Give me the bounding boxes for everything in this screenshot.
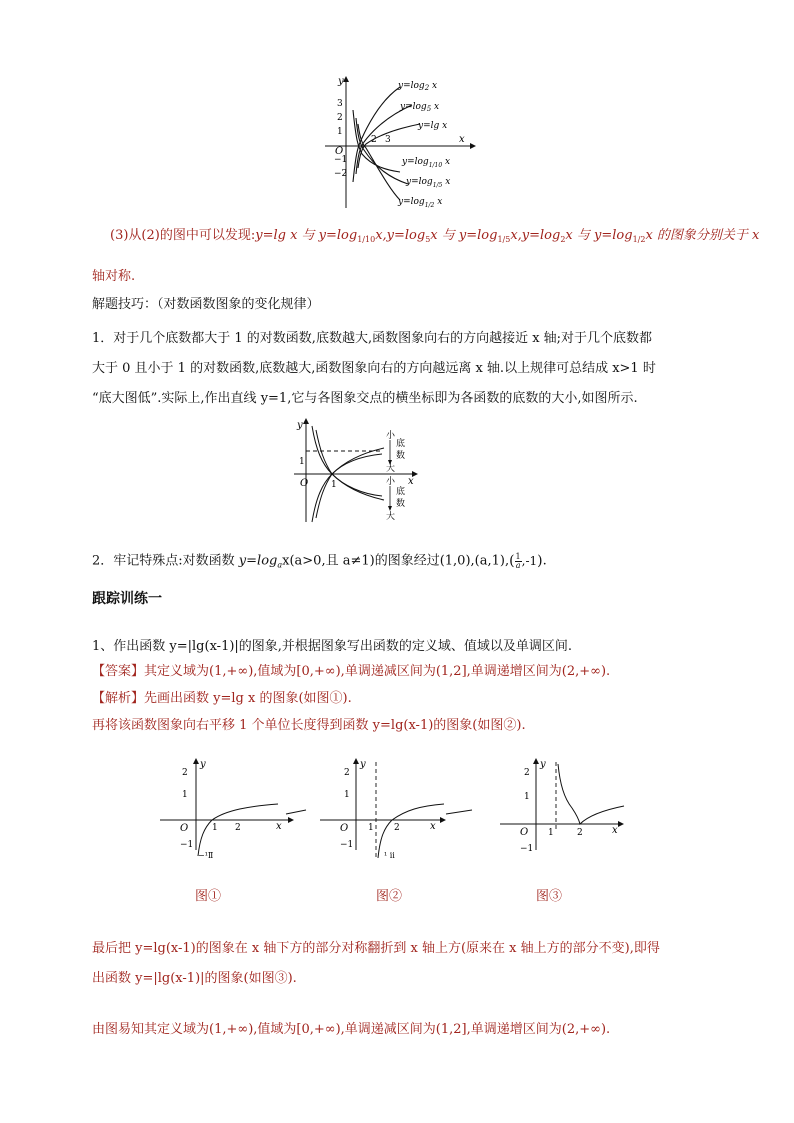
fig1-curve-label-log5: $y=\log_5$ x [400, 102, 440, 113]
graph2-neg1: −1 [340, 840, 354, 850]
q1-shift-line: 再将该函数图象向右平移 1 个单位长度得到函数 y=lg(x-1)的图象(如图②). [92, 718, 526, 733]
point2-frac-num: 1 [515, 551, 521, 561]
caption-graph-1: 图① [195, 889, 222, 904]
graph1-two-y: 2 [182, 768, 188, 778]
fig2-x-axis-label: x [408, 476, 414, 487]
graph3-two-y: 2 [524, 768, 530, 778]
para3-sub-2: 5 [425, 235, 431, 244]
point2-prefix: 2．牢记特殊点:对数函数 [92, 553, 239, 569]
para3-formula-1: y=lg x 与 y=log [255, 228, 358, 243]
graph2-x-label: x [430, 821, 436, 832]
fig2-x-one-label: 1 [331, 480, 337, 490]
point2-line: 2．牢记特殊点:对数函数 $y=\log_ax(a>0$,且 a≠1)的图象经过(1,0),(a,1),( $\frac{1}{a}$ ,-1). [92, 551, 547, 570]
fig2-origin-label: O [300, 478, 309, 489]
fig2-y-one-label: 1 [299, 457, 305, 467]
fig1-tick-y-neg1: −1 [334, 155, 348, 165]
para3-formula-3: x 与 y=log [430, 228, 498, 243]
fig1-tick-y-2: 2 [337, 113, 343, 123]
answer-tag: 【答案】 [92, 664, 145, 679]
graph3-neg1: −1 [520, 844, 534, 854]
answer-text: 其定义域为(1,+∞),值域为[0,+∞),单调递减区间为(1,2],单调递增区间为(2,+∞). [144, 664, 611, 679]
section-title: 跟踪训练一 [92, 591, 162, 607]
para3-intro: (3)从(2)的图中可以发现: [110, 228, 256, 243]
graph1-one-y: 1 [182, 790, 188, 800]
fig2-lower-shu: 数 [396, 499, 406, 509]
fig1-tick-x-3: 3 [385, 135, 391, 145]
graph3-one-y: 1 [524, 792, 530, 802]
graph1-y-label: y [200, 759, 206, 770]
final-line1: 最后把 y=lg(x-1)的图象在 x 轴下方的部分对称翻折到 x 轴上方(原来在 x 轴上方的部分不变),即得 [92, 941, 660, 956]
graph1-x-label: x [276, 821, 282, 832]
final-line2: 出函数 y=|lg(x-1)|的图象(如图③). [92, 971, 297, 986]
caption-graph-2: 图② [376, 889, 403, 904]
fig2-lower-small: 小 [386, 477, 396, 487]
tips-title: 解题技巧：（对数函数图象的变化规律） [92, 297, 320, 312]
graph2-origin: O [340, 823, 349, 834]
fig1-tick-y-3: 3 [337, 99, 343, 109]
graph1-neg1: −1 [180, 840, 194, 850]
graph3-two-x: 2 [577, 828, 583, 838]
para3-line2: 轴对称. [92, 269, 136, 284]
graph-3 [500, 758, 640, 868]
graph2-y-label: y [360, 759, 366, 770]
figure-log-curves [320, 72, 480, 212]
graph3-origin: O [520, 827, 529, 838]
graph2-two-x: 2 [394, 823, 400, 833]
graph-1 [160, 758, 310, 868]
graph1-one-x: 1 [212, 823, 218, 833]
analysis-tag: 【解析】 [92, 691, 145, 706]
tips-p1-line2: 大于 0 且小于 1 的对数函数,底数越大,函数图象向右的方向越远离 x 轴.以上规律可总结成 x>1 时 [92, 361, 656, 376]
graph1-artifact: −¹Ⅱ [198, 851, 214, 860]
analysis-text: 先画出函数 y=lg x 的图象(如图①). [144, 691, 352, 706]
q1-analysis-line [92, 690, 352, 708]
graph1-two-x: 2 [235, 823, 241, 833]
fig2-lower-di: 底 [396, 487, 406, 497]
graph2-one-y: 1 [344, 790, 350, 800]
fig2-lower-big: 大 [386, 512, 396, 522]
fig2-upper-di: 底 [396, 439, 406, 449]
conclusion: 由图易知其定义域为(1,+∞),值域为[0,+∞),单调递减区间为(1,2],单调递增区间为(2,+∞). [92, 1022, 611, 1037]
fig2-upper-small: 小 [386, 431, 396, 441]
fig1-origin-label: O [335, 146, 344, 157]
graph3-one-x: 1 [548, 828, 554, 838]
graph3-x-label: x [612, 825, 618, 836]
q1-question: 1、作出函数 y=|lg(x-1)|的图象,并根据图象写出函数的定义域、值域以及单调区间. [92, 639, 573, 654]
fig1-curve-label-log2: $y=\log_2$ x [398, 81, 438, 92]
para3-line1 [110, 227, 759, 249]
fig1-curve-label-lg: y=lg x [418, 121, 448, 131]
tips-p1-line3: “底大图低”.实际上,作出直线 y=1,它与各图象交点的横坐标即为各函数的底数的大小,如图所示. [92, 391, 638, 406]
point2-rest: x(a>0,且 a≠1)的图象经过(1,0),(a,1), [282, 553, 510, 569]
para3-formula-2: x,y=log [375, 228, 426, 243]
para3-formula-6: x 的图象分别关于 x [645, 228, 760, 243]
fig1-tick-y-neg2: −2 [334, 169, 348, 179]
fig1-tick-x-2: 2 [371, 135, 377, 145]
fig2-y-axis-label: y [297, 420, 303, 431]
para3-sub-1: 1/10 [357, 235, 376, 244]
graph2-one-x: 1 [368, 823, 374, 833]
graph1-origin: O [180, 823, 189, 834]
graph2-two-y: 2 [344, 768, 350, 778]
point2-base: a [277, 560, 283, 570]
fig1-x-axis-label: x [459, 134, 465, 145]
point2-tail: ,-1 [521, 554, 538, 568]
fig1-curve-label-log-1-10: $y=\log_{1/10}$ x [402, 157, 451, 169]
fig1-y-axis-label: y [338, 76, 344, 87]
para3-formula-4: x,y=log [510, 228, 561, 243]
para3-formula-5: x 与 y=log [565, 228, 633, 243]
fig2-upper-big: 大 [386, 464, 396, 474]
point2-frac-den: a [515, 560, 521, 570]
point2-func: y=log [238, 553, 278, 569]
graph-2 [320, 758, 480, 868]
para3-sub-4: 2 [560, 235, 566, 244]
fig1-curve-label-log-1-2: $y=\log_{1/2}$ x [398, 197, 443, 209]
graph2-artifact: ¹ ⅱ [384, 851, 395, 860]
figure-base-comparison [290, 418, 430, 526]
fig1-curve-label-log-1-5: $y=\log_{1/5}$ x [406, 177, 451, 189]
caption-graph-3: 图③ [536, 889, 563, 904]
para3-sub-3: 1/5 [497, 235, 511, 244]
graph3-y-label: y [540, 759, 546, 770]
point2-fraction-point: ( $\frac{1}{a}$ ,-1) [509, 551, 543, 570]
q1-answer-line [92, 663, 610, 681]
fig2-upper-shu: 数 [396, 451, 406, 461]
fig1-tick-y-1: 1 [337, 127, 343, 137]
tips-p1-line1: 1．对于几个底数都大于 1 的对数函数,底数越大,函数图象向右的方向越接近 x 轴;对于几个底数都 [92, 331, 653, 346]
para3-sub-5: 1/2 [632, 235, 646, 244]
